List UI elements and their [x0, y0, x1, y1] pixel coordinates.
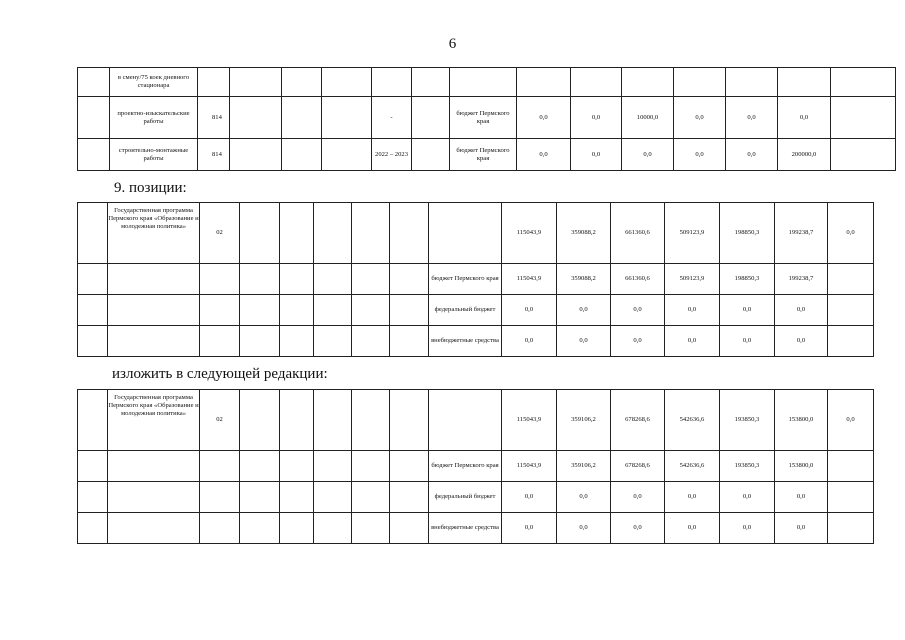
section-heading-positions: 9. позиции:	[114, 180, 187, 196]
value-cell	[517, 68, 571, 97]
funding-source	[450, 68, 517, 97]
value-cell: 509123,9	[665, 203, 720, 264]
table-row	[78, 264, 874, 295]
value-cell: 0,0	[571, 97, 622, 139]
value-cell: 115043,9	[502, 264, 557, 295]
value-cell: 542636,6	[665, 390, 720, 451]
value-cell: 509123,9	[665, 264, 720, 295]
value-cell: 0,0	[517, 139, 571, 171]
value-cell: 198850,3	[720, 203, 775, 264]
section-heading-new-edition: изложить в следующей редакции:	[112, 366, 328, 382]
program-name: Государственная программа Пермского края «Образование и молодежная политика»	[108, 390, 200, 451]
value-cell: 0,0	[726, 139, 778, 171]
value-cell: 0,0	[557, 482, 611, 513]
page-number: 6	[448, 36, 457, 52]
value-cell: 193850,3	[720, 390, 775, 451]
value-cell: 0,0	[571, 139, 622, 171]
value-cell: 0,0	[502, 482, 557, 513]
value-cell: 0,0	[665, 513, 720, 544]
value-cell: 198850,3	[720, 264, 775, 295]
value-cell: 0,0	[828, 390, 874, 451]
funding-source: бюджет Пермского края	[429, 451, 502, 482]
value-cell: 153800,0	[775, 390, 828, 451]
value-cell: 0,0	[611, 482, 665, 513]
value-cell: 0,0	[775, 326, 828, 357]
funding-source: внебюджетные средства	[429, 326, 502, 357]
value-cell: 678268,6	[611, 451, 665, 482]
value-cell: 0,0	[726, 97, 778, 139]
value-cell: 0,0	[775, 295, 828, 326]
code-cell	[198, 68, 230, 97]
value-cell: 115043,9	[502, 390, 557, 451]
program-code: 02	[200, 203, 240, 264]
activity-name: строительно-монтажные работы	[110, 139, 198, 171]
value-cell: 359088,2	[557, 203, 611, 264]
value-cell: 359088,2	[557, 264, 611, 295]
period-cell: 2022 – 2023	[372, 139, 412, 171]
value-cell: 0,0	[611, 513, 665, 544]
table-row	[78, 326, 874, 357]
value-cell: 0,0	[674, 139, 726, 171]
code-cell: 814	[198, 97, 230, 139]
value-cell: 0,0	[517, 97, 571, 139]
program-code: 02	[200, 390, 240, 451]
value-cell: 0,0	[502, 513, 557, 544]
table-row	[78, 513, 874, 544]
activity-name: проектно-изыскательские работы	[110, 97, 198, 139]
value-cell: 199238,7	[775, 264, 828, 295]
value-cell: 199238,7	[775, 203, 828, 264]
value-cell: 0,0	[611, 295, 665, 326]
value-cell: 0,0	[775, 482, 828, 513]
value-cell: 0,0	[557, 513, 611, 544]
value-cell: 0,0	[720, 482, 775, 513]
value-cell	[778, 68, 831, 97]
value-cell: 0,0	[557, 326, 611, 357]
value-cell: 0,0	[720, 295, 775, 326]
period-cell	[372, 68, 412, 97]
value-cell: 0,0	[665, 326, 720, 357]
table-row	[78, 139, 896, 171]
value-cell: 115043,9	[502, 203, 557, 264]
value-cell	[622, 68, 674, 97]
value-cell	[674, 68, 726, 97]
table-row	[78, 295, 874, 326]
value-cell: 661360,6	[611, 203, 665, 264]
table-positions-new	[77, 389, 874, 544]
value-cell: 0,0	[778, 97, 831, 139]
value-cell: 661360,6	[611, 264, 665, 295]
period-cell: -	[372, 97, 412, 139]
funding-source: бюджет Пермского края	[450, 97, 517, 139]
code-cell: 814	[198, 139, 230, 171]
value-cell: 10000,0	[622, 97, 674, 139]
value-cell: 193850,3	[720, 451, 775, 482]
value-cell: 678268,6	[611, 390, 665, 451]
value-cell: 153800,0	[775, 451, 828, 482]
value-cell: 0,0	[557, 295, 611, 326]
value-cell: 359106,2	[557, 390, 611, 451]
value-cell: 542636,6	[665, 451, 720, 482]
table-row	[78, 390, 874, 451]
table-row	[78, 482, 874, 513]
value-cell: 0,0	[720, 513, 775, 544]
value-cell: 0,0	[502, 295, 557, 326]
funding-source: внебюджетные средства	[429, 513, 502, 544]
table-prev-continuation	[77, 67, 896, 171]
value-cell: 0,0	[828, 203, 874, 264]
table-row	[78, 451, 874, 482]
value-cell	[571, 68, 622, 97]
program-name: Государственная программа Пермского края «Образование и молодежная политика»	[108, 203, 200, 264]
funding-source: федеральный бюджет	[429, 295, 502, 326]
funding-source: бюджет Пермского края	[429, 264, 502, 295]
value-cell: 0,0	[611, 326, 665, 357]
value-cell: 0,0	[720, 326, 775, 357]
value-cell: 0,0	[502, 326, 557, 357]
value-cell: 0,0	[622, 139, 674, 171]
table-row	[78, 203, 874, 264]
value-cell: 0,0	[674, 97, 726, 139]
value-cell: 0,0	[775, 513, 828, 544]
value-cell: 0,0	[665, 295, 720, 326]
table-row	[78, 97, 896, 139]
activity-name: в смену/75 коек дневного стационара	[110, 68, 198, 97]
funding-source: федеральный бюджет	[429, 482, 502, 513]
table-positions-old	[77, 202, 874, 357]
value-cell: 0,0	[665, 482, 720, 513]
value-cell	[726, 68, 778, 97]
table-row	[78, 68, 896, 97]
value-cell: 115043,9	[502, 451, 557, 482]
value-cell: 200000,0	[778, 139, 831, 171]
value-cell: 359106,2	[557, 451, 611, 482]
funding-source: бюджет Пермского края	[450, 139, 517, 171]
